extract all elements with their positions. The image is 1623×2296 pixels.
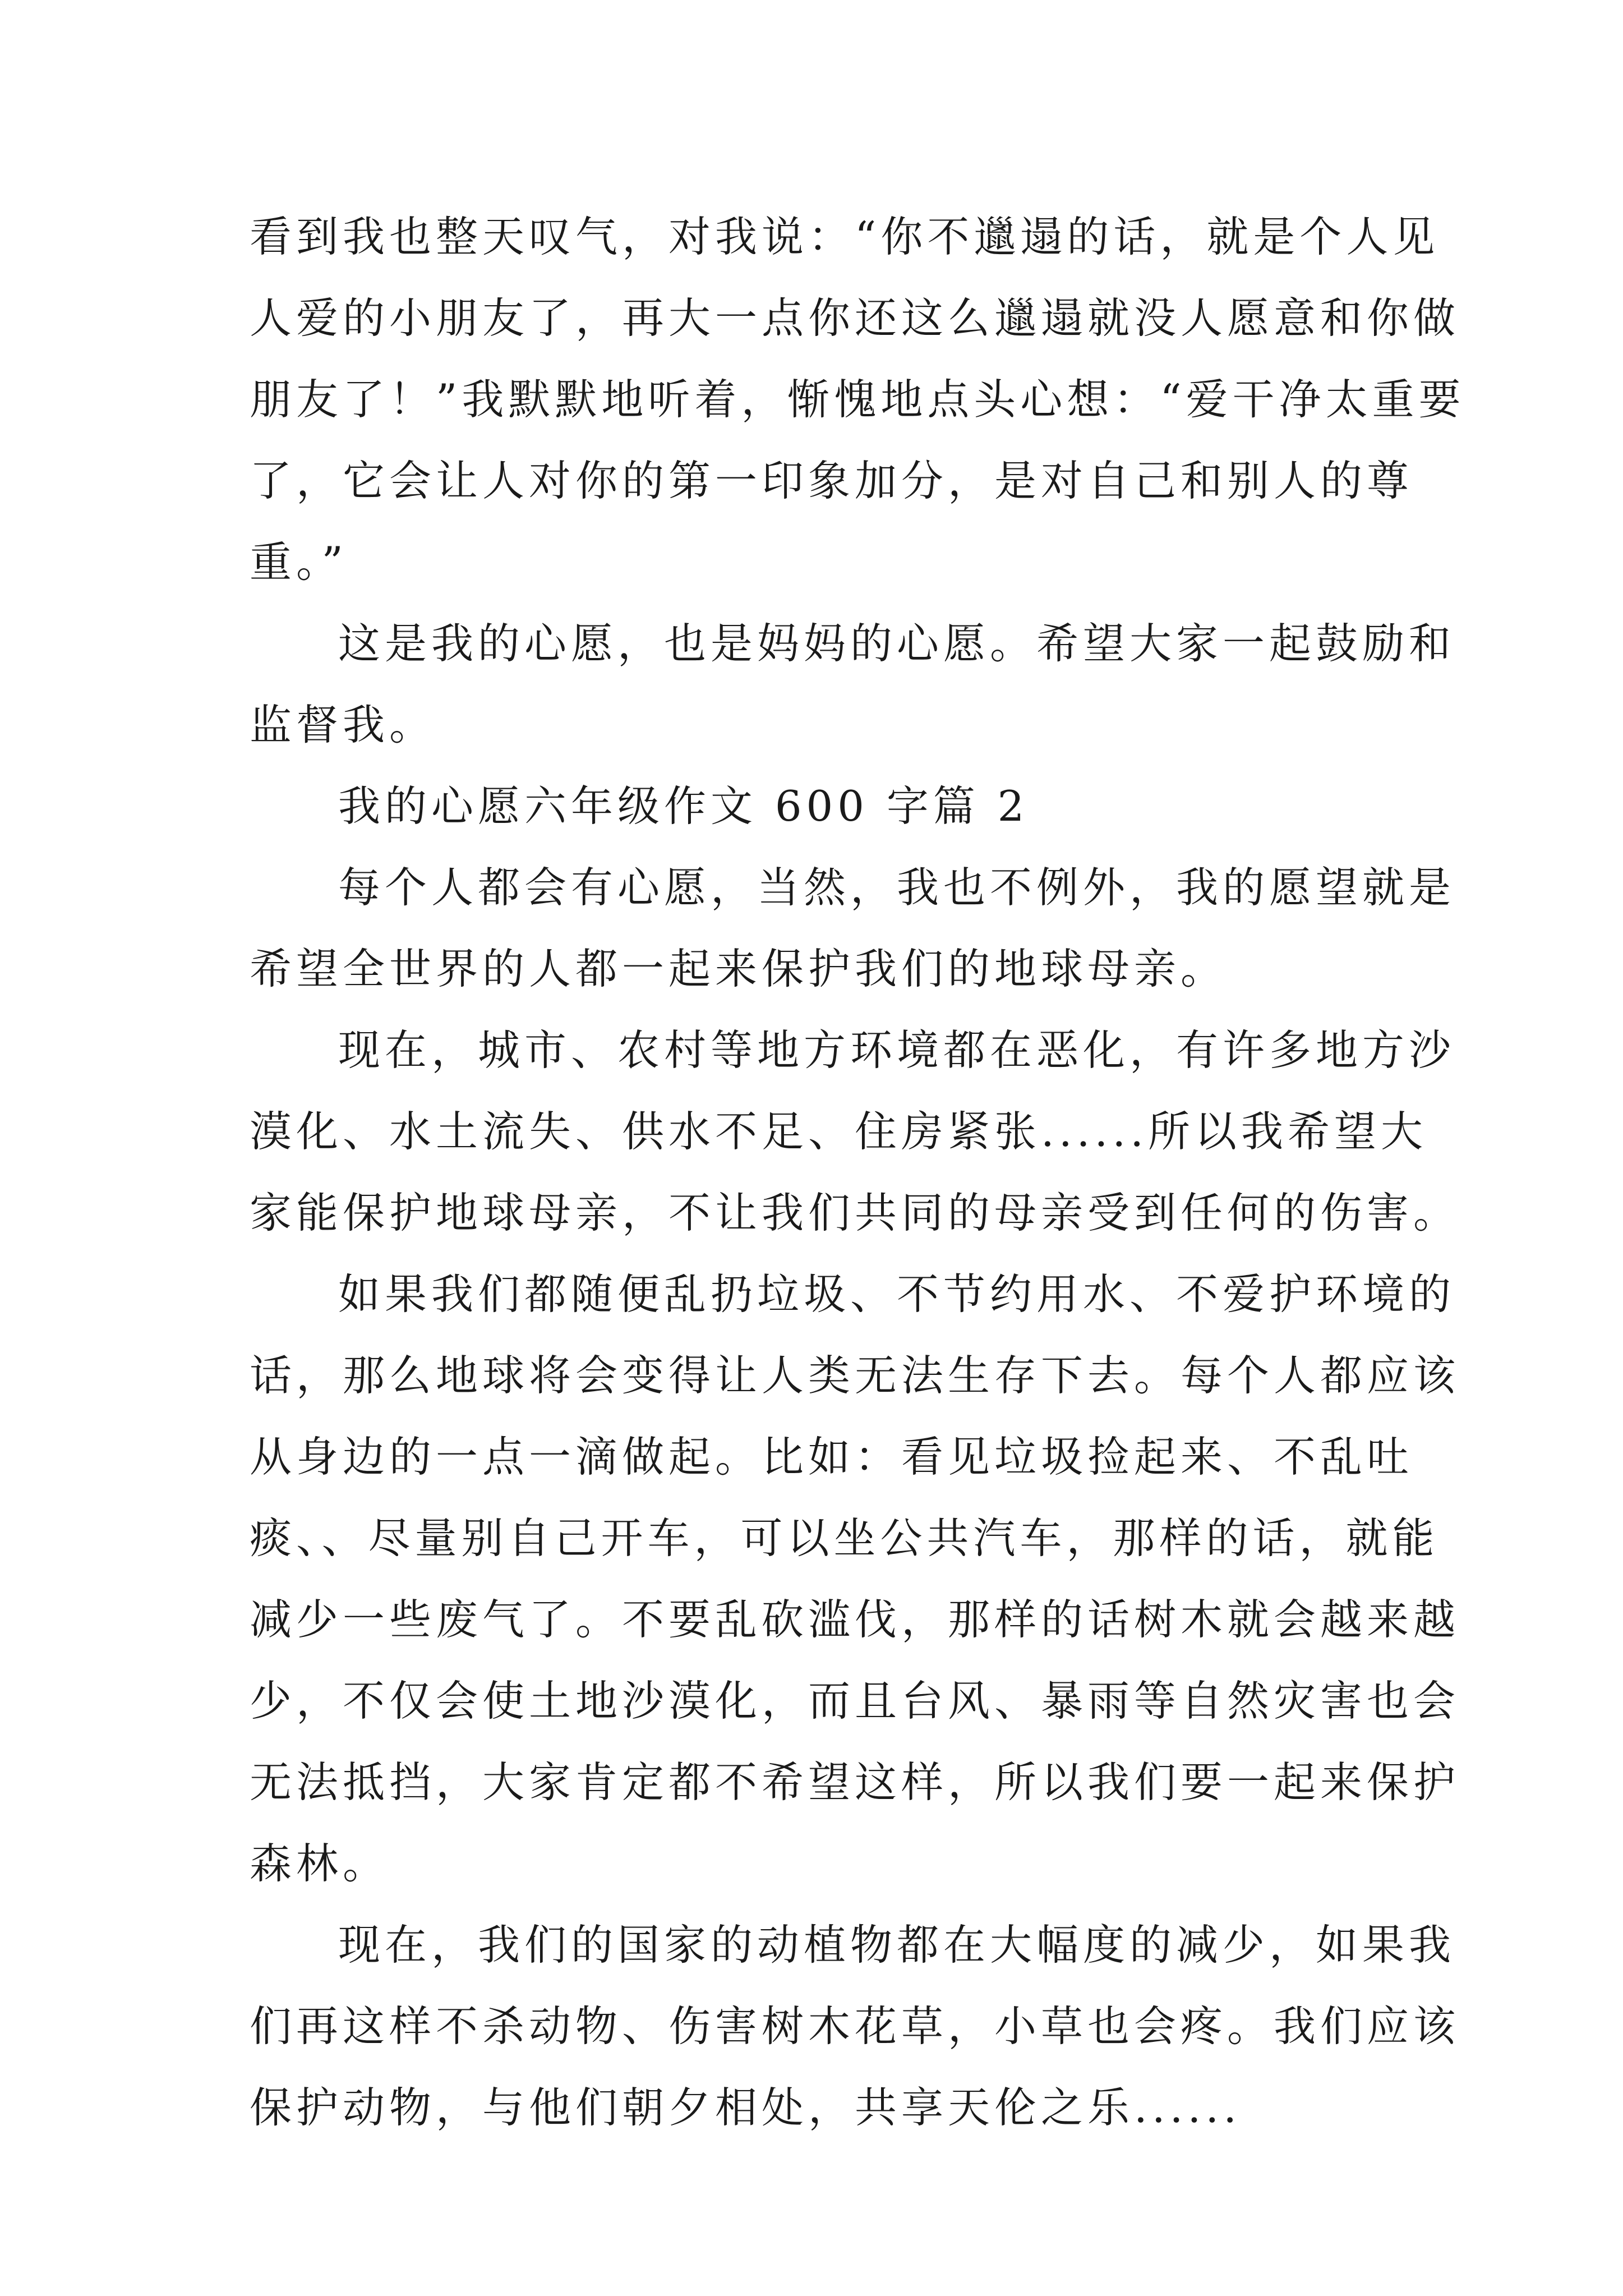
text-line: 了，它会让人对你的第一印象加分，是对自己和别人的尊	[250, 456, 1414, 505]
text-line: 们再这样不杀动物、伤害树木花草，小草也会疼。我们应该	[250, 2001, 1460, 2051]
text-line: 减少一些废气了。不要乱砍滥伐，那样的话树木就会越来越	[250, 1595, 1460, 1644]
text-line: 森林。	[250, 1839, 390, 1888]
text-line: 看到我也整天叹气，对我说：“你不邋遢的话，就是个人见	[250, 212, 1440, 261]
text-line: 监督我。	[250, 700, 436, 749]
text-line: 保护动物，与他们朝夕相处，共享天伦之乐......	[250, 2083, 1242, 2132]
text-line: 少，不仅会使土地沙漠化，而且台风、暴雨等自然灾害也会	[250, 1676, 1460, 1726]
text-line: 从身边的一点一滴做起。比如：看见垃圾捡起来、不乱吐	[250, 1432, 1414, 1481]
text-line: 现在，城市、农村等地方环境都在恶化，有许多地方沙	[338, 1025, 1456, 1075]
text-line: 每个人都会有心愿，当然，我也不例外，我的愿望就是	[338, 863, 1456, 912]
text-line: 朋友了！”我默默地听着，惭愧地点头心想：“爱干净太重要	[250, 375, 1465, 424]
text-line: 重。”	[250, 537, 348, 587]
section-heading: 我的心愿六年级作文 600 字篇 2	[338, 781, 1029, 831]
text-line: 无法抵挡，大家肯定都不希望这样，所以我们要一起来保护	[250, 1757, 1460, 1807]
text-line: 人爱的小朋友了，再大一点你还这么邋遢就没人愿意和你做	[250, 293, 1460, 343]
text-line: 痰、、尽量别自己开车，可以坐公共汽车，那样的话，就能	[250, 1513, 1439, 1563]
text-line: 这是我的心愿，也是妈妈的心愿。希望大家一起鼓励和	[338, 619, 1456, 668]
text-line: 希望全世界的人都一起来保护我们的地球母亲。	[250, 944, 1228, 993]
text-line: 漠化、水土流失、供水不足、住房紧张......所以我希望大	[250, 1107, 1428, 1156]
text-line: 如果我们都随便乱扔垃圾、不节约用水、不爱护环境的	[338, 1269, 1456, 1319]
essay-text	[250, 196, 1465, 2148]
text-line: 现在，我们的国家的动植物都在大幅度的减少，如果我	[338, 1920, 1456, 1970]
text-line: 话，那么地球将会变得让人类无法生存下去。每个人都应该	[250, 1351, 1460, 1400]
text-line: 家能保护地球母亲，不让我们共同的母亲受到任何的伤害。	[250, 1188, 1460, 1237]
